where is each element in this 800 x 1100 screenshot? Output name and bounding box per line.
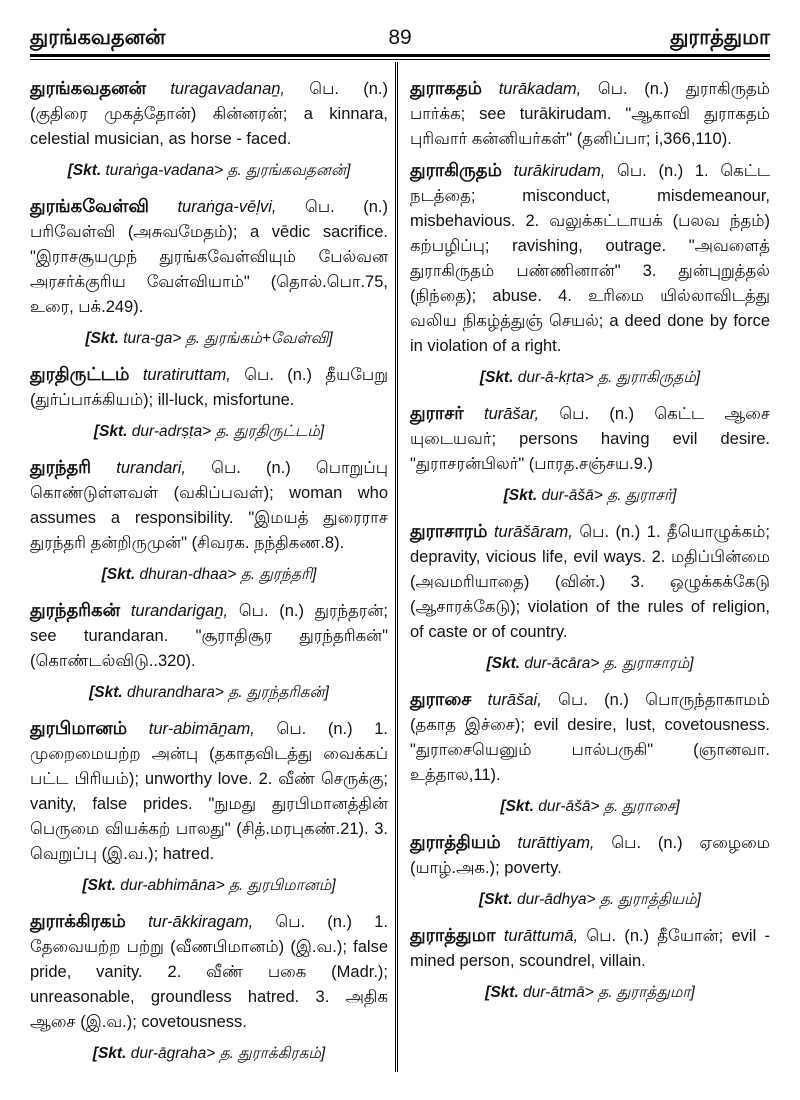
dictionary-entry (410, 158, 770, 389)
entry-etymology: [Skt. dur-āšā> த. துராசர்] (503, 487, 677, 504)
left-column (30, 76, 388, 1077)
column-divider (395, 62, 398, 1072)
entry-etymology: [Skt. dur-ā-kṛta> த. துராகிருதம்] (479, 369, 701, 386)
entry-headword: துராசாரம் (410, 521, 488, 541)
entry-definition: பெ. (n.) துரந்தரன்; see turandaran. "சூராதிசூர துரந்தரிகன்" (கொண்டல்விடு..320). (30, 602, 388, 670)
dictionary-entry (30, 598, 388, 704)
entry-headword: துரபிமானம் (30, 718, 128, 738)
entry-headword: துராகிருதம் (410, 160, 502, 180)
entry-definition: பெ. (n.) தீயபேறு (துர்ப்பாக்கியம்); ill-luck, misfortune. (30, 366, 388, 409)
entry-definition: பெ. (n.) 1. தேவையற்ற பற்று (வீணபிமானம்) (இ.வ.); false pride, vanity. 2. வீண் பகை (Madr.); unreasonable, groundless hatred. 3. அதிக ஆசை (இ.வ.); covetousness. (30, 913, 388, 1031)
entry-definition: பெ. (n.) பொருந்தாகாமம் (தகாத இச்சை); evil desire, lust, covetousness. "துராசையெனும் பால்பருகி" (ஞானவா. உத்தால,11). (410, 691, 770, 784)
dictionary-entry (410, 519, 770, 675)
entry-etymology: [Skt. dur-āšā> த. துராசை] (500, 798, 680, 815)
entry-transliteration: turaṅga-vēḷvi, (177, 198, 277, 216)
entry-headword: துரந்தரிகன் (30, 600, 121, 620)
dictionary-entry (410, 923, 770, 1004)
entry-etymology: [Skt. tura-ga> த. துரங்கம்+வேள்வி] (85, 330, 333, 347)
dictionary-entry (30, 455, 388, 586)
entry-headword: துரந்தரி (30, 457, 92, 477)
entry-transliteration: turandarigaṉ, (130, 602, 229, 620)
left-guide-word: துரங்கவதனன் (30, 26, 166, 49)
entry-definition: பெ. (n.) (குதிரை முகத்தோன்) கின்னரன்; a kinnara, celestial musician, as horse - faced. (30, 80, 388, 148)
entry-definition: பெ. (n.) துராகிருதம் பார்க்க; see turākirudam. "ஆகாவி துராகதம் புரிவார் கன்னியர்கள்" (தனிப்பா; i,366,110). (410, 80, 770, 148)
entry-headword: துராசர் (410, 403, 464, 423)
entry-definition: பெ. (n.) தீயோன்; evil - mined person, scoundrel, villain. (410, 927, 770, 970)
entry-headword: துராத்தியம் (410, 832, 501, 852)
dictionary-entry (30, 362, 388, 443)
page-number: 89 (388, 26, 412, 49)
dictionary-entry (410, 830, 770, 911)
entry-etymology: [Skt. dur-ādhya> த. துராத்தியம்] (479, 891, 701, 908)
entry-transliteration: tur-abimāṉam, (148, 720, 255, 738)
entry-definition: பெ. (n.) பொறுப்பு கொண்டுள்ளவள் (வகிப்பவள்); woman who assumes a responsibility. "இமயத் துரைராச துரந்தரி தன்றிருமுன்" (சிவரக. நந்திகண.8). (30, 459, 388, 552)
entry-transliteration: turāttumā, (503, 927, 579, 945)
entry-etymology: [Skt. dur-adrṣṭa> த. துரதிருட்டம்] (93, 423, 325, 440)
dictionary-entry (30, 194, 388, 350)
entry-etymology: [Skt. dur-ācāra> த. துராசாரம்] (486, 655, 694, 672)
entry-headword: துராக்கிரகம் (30, 911, 126, 931)
entry-transliteration: tur-ākkiragam, (148, 913, 254, 931)
dictionary-entry (410, 687, 770, 818)
entry-transliteration: turandari, (116, 459, 187, 477)
entry-transliteration: turākadam, (498, 80, 582, 98)
entry-transliteration: turākirudam, (513, 162, 606, 180)
entry-definition: பெ. (n.) பரிவேள்வி (அசுவமேதம்); a vēdic sacrifice. "இராசசூயமுந் துரங்கவேள்வியும் பேல்வன அரசர்க்குரிய வேள்வியாம்" (தொல்.பொ.75, உரை, பக்.249). (30, 198, 389, 316)
entry-definition: பெ. (n.) ஏழைமை (யாழ்.அக.); poverty. (410, 834, 770, 877)
entry-transliteration: turagavadanaṉ, (170, 80, 286, 98)
dictionary-entry (30, 909, 388, 1065)
header-rule-thin (30, 59, 770, 60)
dictionary-entry (30, 76, 388, 182)
entry-etymology: [Skt. dhurandhara> த. துரந்தரிகன்] (89, 684, 329, 701)
right-column (410, 76, 770, 1016)
entry-headword: துராத்துமா (410, 925, 496, 945)
entry-transliteration: turatiruttam, (142, 366, 231, 384)
entry-transliteration: turāšai, (487, 691, 542, 709)
entry-definition: பெ. (n.) 1. முறைமையற்ற அன்பு (தகாதவிடத்து வைக்கப் பட்ட பிரியம்); unworthy love. 2. வீண் செருக்கு; vanity, false prides. "நுமது துரபிமானத்தின் பெருமை வியக்கற் பாலது" (சித்.மரபுகண்.21). 3. வெறுப்பு (இ.வ.); hatred. (30, 720, 388, 863)
dictionary-entry (30, 716, 388, 897)
entry-definition: பெ. (n.) 1. கெட்ட நடத்தை; misconduct, misdemeanour, misbehavious. 2. வலுக்கட்டாயக் (பலவ ந்தம்) கற்பழிப்பு; ravishing, outrage. "அவளைத் துராகிருதம் பண்ணினான்" 3. துன்புறுத்தல் (நிந்தை); abuse. 4. உரிமை யில்லாவிடத்து வலிய நிகழ்த்துஞ் செயல்; a deed done by force in violation of a right. (410, 162, 770, 355)
header-rule (30, 54, 770, 57)
page-header (30, 14, 770, 52)
entry-headword: துராசை (410, 689, 472, 709)
entry-headword: துராகதம் (410, 78, 483, 98)
dictionary-entry (410, 401, 770, 507)
right-guide-word: துராத்துமா (670, 26, 770, 49)
entry-etymology: [Skt. dur-abhimāna> த. துரபிமானம்] (82, 877, 336, 894)
entry-headword: துரங்கவேள்வி (30, 196, 149, 216)
entry-etymology: [Skt. dhuran-dhaa> த. துரந்தரி] (101, 566, 317, 583)
entry-definition: பெ. (n.) கெட்ட ஆசை யுடையவர்; persons having evil desire. "துராசரன்பிலர்" (பாரத.சஞ்சய.9.) (410, 405, 770, 473)
entry-etymology: [Skt. dur-ātmā> த. துராத்துமா] (485, 984, 695, 1001)
entry-etymology: [Skt. turaṅga-vadana> த. துரங்கவதனன்] (67, 162, 351, 179)
entry-headword: துரதிருட்டம் (30, 364, 130, 384)
entry-etymology: [Skt. dur-āgraha> த. துராக்கிரகம்] (92, 1045, 326, 1062)
entry-transliteration: turāšāram, (493, 523, 573, 541)
entry-transliteration: turāttiyam, (517, 834, 595, 852)
dictionary-entry (410, 76, 770, 152)
entry-headword: துரங்கவதனன் (30, 78, 147, 98)
entry-definition: பெ. (n.) 1. தீயொழுக்கம்; depravity, vicious life, evil ways. 2. மதிப்பின்மை (அவமரியாதை) (வின்.) 3. ஒழுக்கக்கேடு (ஆசாரக்கேடு); violation of the rules of religion, of caste or of country. (410, 523, 770, 641)
entry-transliteration: turāšar, (484, 405, 540, 423)
